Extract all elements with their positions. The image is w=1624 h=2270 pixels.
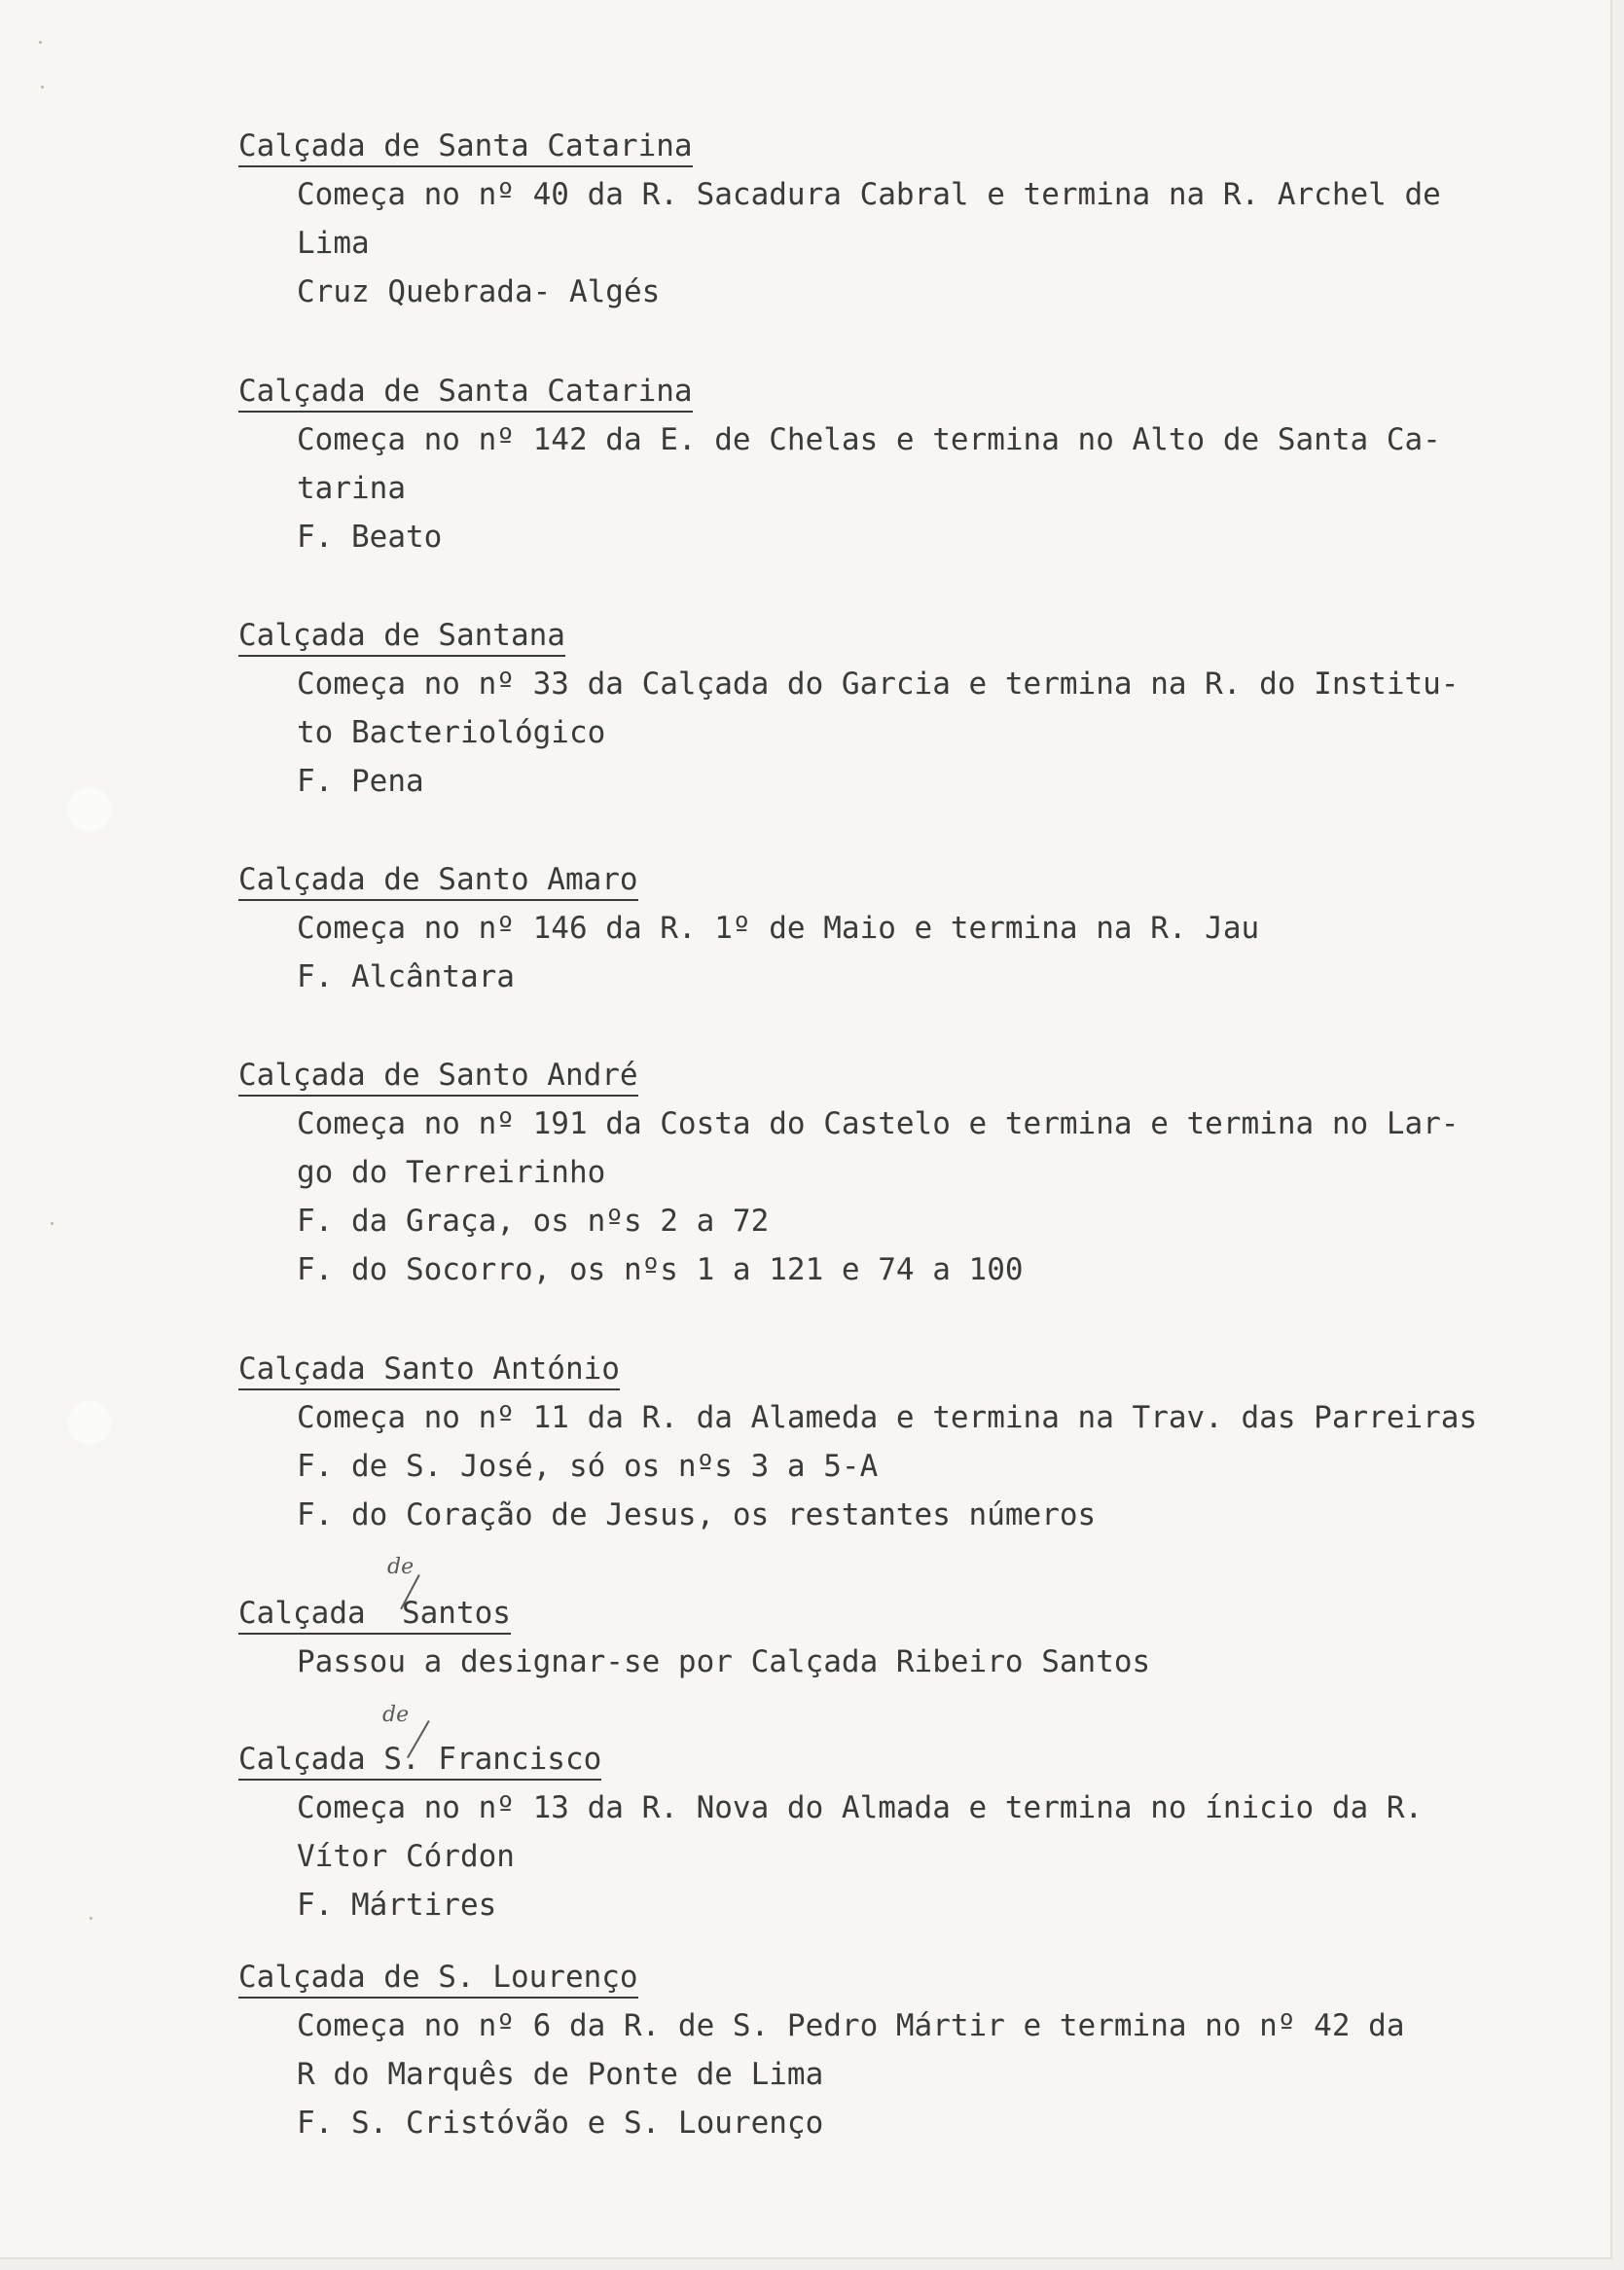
entry-line: F. da Graça, os nºs 2 a 72: [297, 1204, 770, 1239]
street-name: Calçada de Santo Amaro: [238, 860, 638, 901]
punch-hole: [66, 1399, 113, 1446]
street-name: Calçada Santos: [238, 1594, 511, 1635]
street-name: Calçada de S. Lourenço: [238, 1958, 638, 1999]
entry-line: F. de S. José, só os nºs 3 a 5-A: [297, 1449, 879, 1484]
street-name: Calçada S. Francisco: [238, 1740, 601, 1781]
entry-line: F. Beato: [297, 520, 443, 555]
entry-line: F. do Socorro, os nºs 1 a 121 e 74 a 100: [297, 1252, 1024, 1287]
handwritten-annotation: de: [387, 1555, 415, 1579]
paper-speck: [39, 41, 42, 44]
handwritten-annotation: de: [382, 1703, 410, 1727]
entry-line: Começa no nº 40 da R. Sacadura Cabral e termina na R. Archel de: [297, 177, 1441, 212]
street-name: Calçada Santo António: [238, 1350, 620, 1390]
entry-line: Começa no nº 191 da Costa do Castelo e termina e termina no Lar-: [297, 1106, 1460, 1141]
entry-line: to Bacteriológico: [297, 715, 606, 750]
entry-line: Cruz Quebrada- Algés: [297, 274, 661, 309]
street-name: Calçada de Santa Catarina: [238, 372, 693, 413]
entry-line: F. Pena: [297, 764, 424, 799]
entry-line: Começa no nº 142 da E. de Chelas e termina no Alto de Santa Ca-: [297, 422, 1441, 457]
paper-speck: [90, 1917, 92, 1920]
entry-line: F. Alcântara: [297, 959, 515, 994]
street-name: Calçada de Santo André: [238, 1056, 638, 1097]
entry-line: Começa no nº 6 da R. de S. Pedro Mártir e termina no nº 42 da: [297, 2008, 1405, 2043]
entry-line: go do Terreirinho: [297, 1155, 606, 1190]
entry-line: Começa no nº 146 da R. 1º de Maio e termina na R. Jau: [297, 911, 1260, 946]
paper-speck: [51, 1222, 54, 1225]
entry-line: R do Marquês de Ponte de Lima: [297, 2057, 824, 2092]
entry-line: Começa no nº 11 da R. da Alameda e termina na Trav. das Parreiras: [297, 1400, 1478, 1435]
entry-line: Começa no nº 13 da R. Nova do Almada e termina no ínicio da R.: [297, 1790, 1424, 1825]
street-name: Calçada de Santa Catarina: [238, 126, 693, 167]
entry-line: tarina: [297, 471, 406, 506]
paper-speck: [41, 86, 44, 89]
entry-line: Lima: [297, 226, 370, 261]
entry-line: Passou a designar-se por Calçada Ribeiro Santos: [297, 1644, 1151, 1679]
punch-hole: [66, 786, 113, 833]
entry-line: F. do Coração de Jesus, os restantes números: [297, 1497, 1097, 1532]
entry-line: F. Mártires: [297, 1888, 497, 1923]
entry-line: Vítor Córdon: [297, 1839, 515, 1874]
entry-line: Começa no nº 33 da Calçada do Garcia e termina na R. do Institu-: [297, 667, 1460, 702]
street-name: Calçada de Santana: [238, 616, 565, 657]
entry-line: F. S. Cristóvão e S. Lourenço: [297, 2106, 824, 2141]
